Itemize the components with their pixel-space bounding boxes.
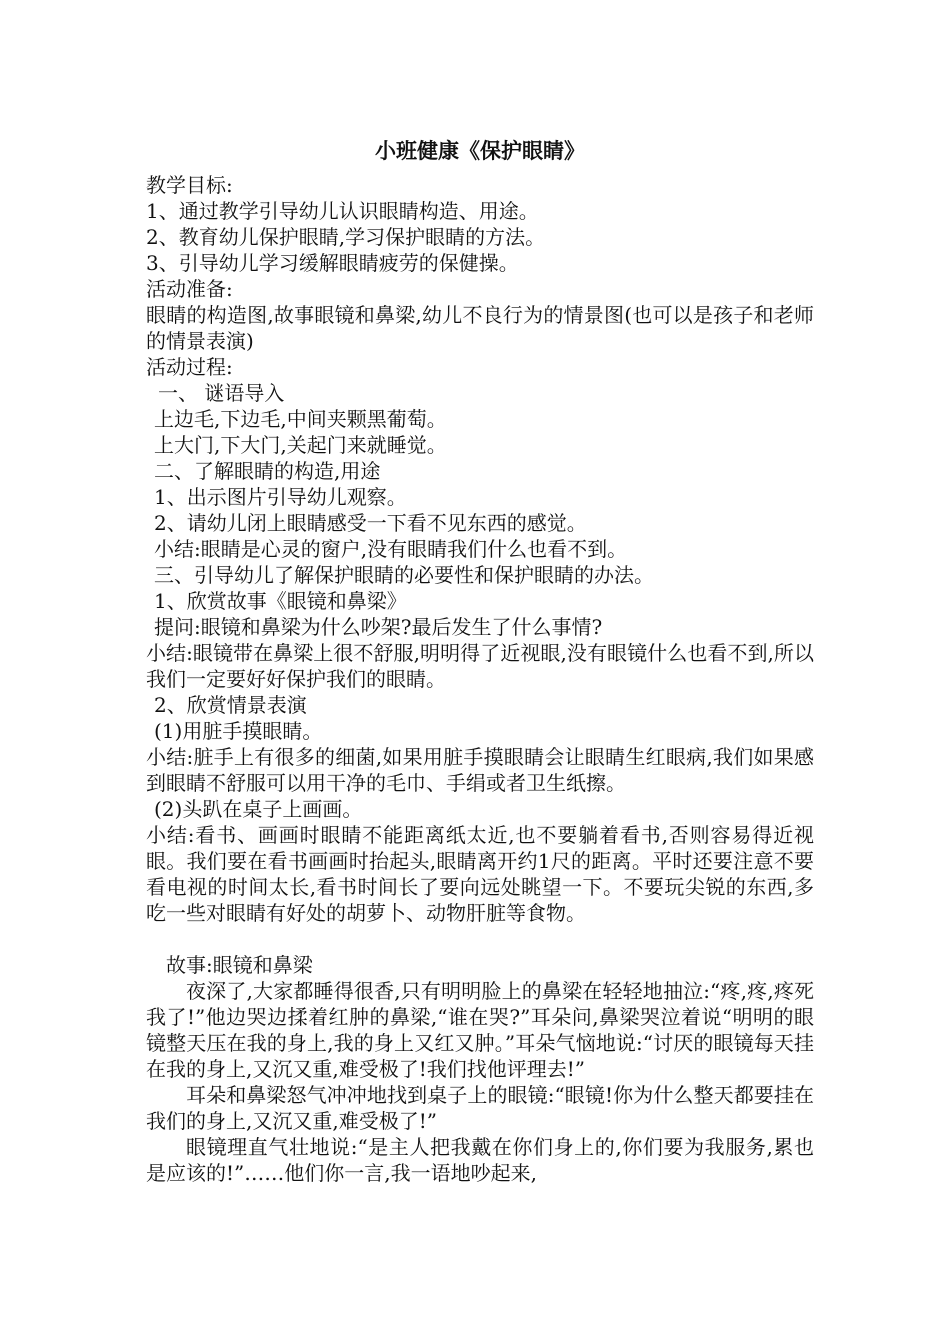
summary-text: 小结:脏手上有很多的细菌,如果用脏手摸眼睛会让眼睛生红眼病,我们如果感到眼睛不舒服可以用干净的毛巾、手绢或者卫生纸擦。	[146, 745, 814, 795]
riddle-line: 上边毛,下边毛,中间夹颗黑葡萄。	[154, 407, 447, 431]
scene-item: (2)头趴在桌子上画画。	[154, 797, 363, 821]
process-heading: 活动过程:	[146, 355, 233, 379]
summary-text: 小结:眼镜带在鼻梁上很不舒服,明明得了近视眼,没有眼镜什么也看不到,所以我们一定要好好保护我们的眼睛。	[146, 641, 814, 691]
scene-item: (1)用脏手摸眼睛。	[154, 719, 323, 743]
blank-gap	[146, 926, 814, 952]
story-paragraph: 眼镜理直气壮地说:“是主人把我戴在你们身上的,你们要为我服务,累也是应该的!”……他们你一言,我一语地吵起来,	[146, 1135, 814, 1185]
summary-text: 小结:看书、画画时眼睛不能距离纸太近,也不要躺着看书,否则容易得近视眼。我们要在看书画画时抬起头,眼睛离开约1尺的距离。平时还要注意不要看电视的时间太长,看书时间长了要向远处眺望一下。不要玩尖锐的东西,多吃一些对眼睛有好处的胡萝卜、动物肝脏等食物。	[146, 823, 814, 925]
riddle-line: 上大门,下大门,关起门来就睡觉。	[154, 433, 447, 457]
goal-item: 1、通过教学引导幼儿认识眼睛构造、用途。	[146, 199, 539, 223]
story-paragraph: 夜深了,大家都睡得很香,只有明明脸上的鼻梁在轻轻地抽泣:“疼,疼,疼死我了!”他边哭边揉着红肿的鼻梁,“谁在哭?”耳朵问,鼻梁哭泣着说“明明的眼镜整天压在我的身上,我的身上又红又肿。”耳朵气恼地说:“讨厌的眼镜每天挂在我的身上,又沉又重,难受极了!我们找他评理去!”	[146, 979, 814, 1081]
goals-heading: 教学目标:	[146, 173, 233, 197]
goal-item: 2、教育幼儿保护眼睛,学习保护眼睛的方法。	[146, 225, 546, 249]
section-heading: 二、了解眼睛的构造,用途	[154, 459, 381, 483]
section-heading: 三、引导幼儿了解保护眼睛的必要性和保护眼睛的办法。	[154, 563, 654, 587]
prep-heading: 活动准备:	[146, 277, 233, 301]
goal-item: 3、引导幼儿学习缓解眼睛疲劳的保健操。	[146, 251, 519, 275]
list-item: 2、请幼儿闭上眼睛感受一下看不见东西的感觉。	[154, 511, 587, 535]
list-item: 1、欣赏故事《眼镜和鼻梁》	[154, 589, 407, 613]
document-body	[146, 136, 814, 1186]
question-text: 提问:眼镜和鼻梁为什么吵架?最后发生了什么事情?	[154, 615, 603, 639]
story-paragraph: 耳朵和鼻梁怒气冲冲地找到桌子上的眼镜:“眼镜!你为什么整天都要挂在我们的身上,又沉又重,难受极了!”	[146, 1083, 814, 1133]
section-heading: 一、 谜语导入	[158, 381, 285, 405]
list-item: 1、出示图片引导幼儿观察。	[154, 485, 407, 509]
prep-text: 眼睛的构造图,故事眼镜和鼻梁,幼儿不良行为的情景图(也可以是孩子和老师的情景表演)	[146, 303, 814, 353]
document-title: 小班健康《保护眼睛》	[375, 138, 585, 163]
summary-text: 小结:眼睛是心灵的窗户,没有眼睛我们什么也看不到。	[154, 537, 628, 561]
story-heading: 故事:眼镜和鼻梁	[166, 953, 313, 977]
list-item: 2、欣赏情景表演	[154, 693, 307, 717]
